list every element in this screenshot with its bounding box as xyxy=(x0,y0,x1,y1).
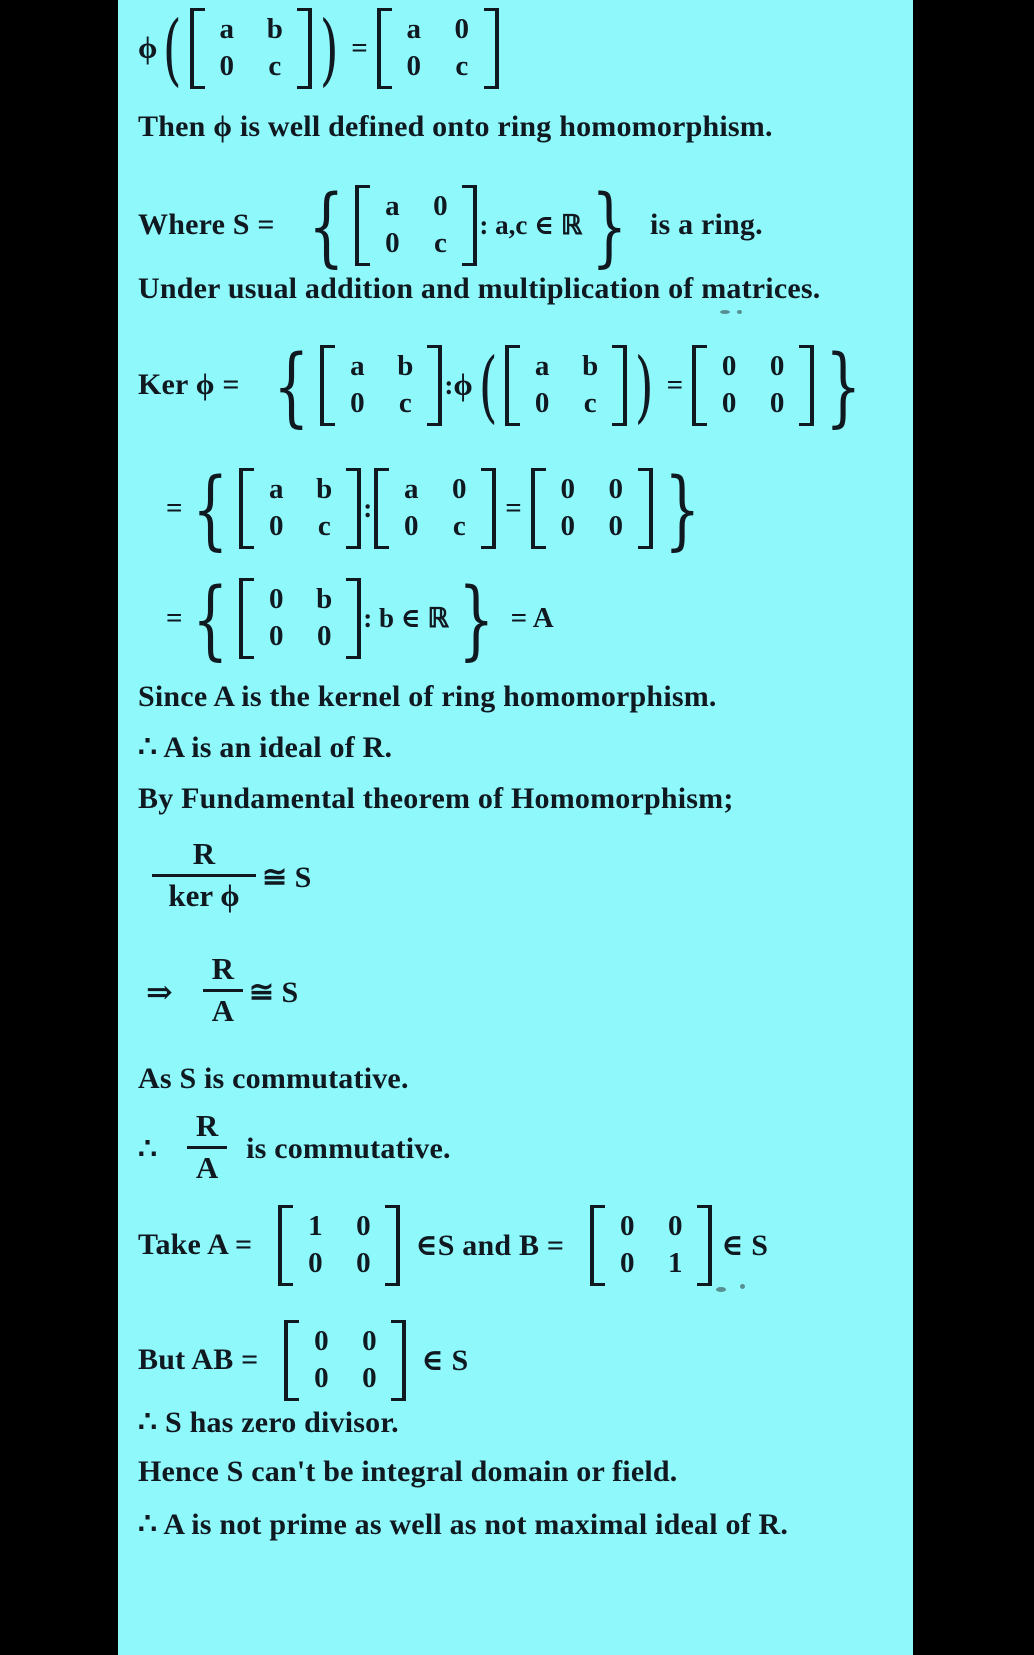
matrix-cell: b xyxy=(266,13,283,45)
matrix-cell: c xyxy=(433,227,447,260)
take-a-middle: ∈S and B = xyxy=(415,1228,565,1262)
matrix-cell: 0 xyxy=(721,387,737,420)
scan-speck xyxy=(737,310,742,314)
fraction-numerator: R xyxy=(192,836,216,871)
statement-under-usual: Under usual addition and multiplication of matrices. xyxy=(138,272,821,305)
statement-s-commutative: As S is commutative. xyxy=(138,1062,409,1095)
matrix-cell: 0 xyxy=(317,620,332,653)
equation-r-over-kerphi xyxy=(146,836,312,914)
phi-symbol: ϕ xyxy=(138,30,158,66)
matrix-cell: 0 xyxy=(667,1210,683,1242)
matrix-cell: 1 xyxy=(667,1247,683,1280)
but-ab-suffix: ∈ S xyxy=(421,1343,469,1377)
congruence-relation: ≅ S xyxy=(262,860,312,894)
matrix-cell: 0 xyxy=(560,510,576,543)
equation-r-over-a xyxy=(146,951,299,1029)
set-separator: : xyxy=(444,369,454,400)
fraction-r-kerphi xyxy=(152,838,256,912)
matrix-cell: a xyxy=(350,350,365,382)
scan-speck xyxy=(716,1287,726,1292)
kernel-result: = A xyxy=(510,601,554,634)
therefore-symbol: ∴ xyxy=(138,1132,158,1166)
scan-speck xyxy=(720,310,730,314)
matrix-cell: 0 xyxy=(406,50,422,83)
matrix-zero-2 xyxy=(531,468,653,549)
matrix-cell: 0 xyxy=(608,473,624,505)
equation-where-s: Where S = { a 0 0 c : a,c ∈ ℝ } is a ring. xyxy=(138,177,763,278)
equals-sign: = xyxy=(166,601,183,634)
matrix-cell: 0 xyxy=(452,473,467,505)
fraction-r-a xyxy=(187,1110,227,1184)
matrix-a00c-2 xyxy=(374,468,496,549)
fraction-r-a xyxy=(203,953,243,1027)
statement-since-a-kernel: Since A is the kernel of ring homomorphism. xyxy=(138,680,717,713)
matrix-cell: a xyxy=(385,190,400,222)
matrix-cell: 0 xyxy=(769,350,785,382)
matrix-cell: 0 xyxy=(314,1325,329,1357)
statement-a-is-ideal: ∴ A is an ideal of R. xyxy=(138,731,393,764)
matrix-cell: 0 xyxy=(721,350,737,382)
matrix-cell: 0 xyxy=(534,387,550,420)
fraction-denominator: A xyxy=(211,992,234,1028)
statement-fundamental-theorem: By Fundamental theorem of Homomorphism; xyxy=(138,782,734,815)
matrix-cell: 0 xyxy=(362,1362,377,1395)
equation-ker-step3: = { 0 b 0 0 : b ∈ ℝ } = A xyxy=(166,570,554,671)
matrix-cell: 0 xyxy=(769,387,785,420)
phi-symbol: ϕ xyxy=(453,367,473,403)
fraction-bar xyxy=(187,1146,227,1149)
matrix-cell: b xyxy=(316,473,333,505)
matrix-ab0c xyxy=(190,8,312,89)
notes-page xyxy=(118,0,913,1655)
matrix-cell: c xyxy=(452,510,466,543)
matrix-cell: a xyxy=(219,13,235,45)
matrix-cell: 0 xyxy=(608,510,624,543)
matrix-0b00 xyxy=(239,578,361,659)
matrix-a00c-set xyxy=(355,185,477,266)
letterbox-right xyxy=(913,0,1034,1655)
matrix-ab-zero xyxy=(284,1320,406,1401)
statement-hence-s: Hence S can't be integral domain or field. xyxy=(138,1455,678,1488)
but-ab-prefix: But AB = xyxy=(138,1343,259,1377)
matrix-cell: 1 xyxy=(308,1210,323,1242)
matrix-abc-1 xyxy=(320,345,442,426)
matrix-cell: b xyxy=(582,350,599,382)
set-condition: : a,c ∈ ℝ xyxy=(479,209,583,240)
implies-symbol: ⇒ xyxy=(146,974,173,1011)
matrix-cell: 0 xyxy=(308,1247,323,1280)
matrix-cell: 0 xyxy=(404,510,419,543)
statement-a-not-prime: ∴ A is not prime as well as not maximal ideal of R. xyxy=(138,1508,789,1541)
equation-take-a-b xyxy=(138,1205,768,1286)
congruence-relation: ≅ S xyxy=(248,975,299,1009)
equation-ra-commutative xyxy=(138,1108,451,1186)
matrix-cell: 0 xyxy=(385,227,400,260)
set-separator: : xyxy=(363,492,373,523)
fraction-denominator: A xyxy=(195,1149,219,1185)
statement-well-defined: Then ϕ is well defined onto ring homomorphism. xyxy=(138,110,773,143)
matrix-cell: 0 xyxy=(454,13,470,45)
matrix-cell: a xyxy=(269,473,284,505)
matrix-cell: 0 xyxy=(362,1325,377,1357)
matrix-cell: c xyxy=(455,50,469,83)
matrix-cell: 0 xyxy=(269,583,284,615)
where-s-suffix: is a ring. xyxy=(649,208,763,242)
matrix-cell: b xyxy=(397,350,414,382)
equation-ker-phi: Ker ϕ = { a b 0 c : ϕ ( a b 0 c ) = 0 0 0 0 } xyxy=(138,337,862,438)
matrix-zero-1 xyxy=(692,345,814,426)
set-condition: : b ∈ ℝ xyxy=(363,602,449,633)
matrix-abc-3 xyxy=(239,468,361,549)
matrix-cell: a xyxy=(406,13,422,45)
commutative-text: is commutative. xyxy=(246,1132,451,1166)
take-a-prefix: Take A = xyxy=(138,1228,253,1262)
equals-sign: = xyxy=(351,31,368,64)
matrix-cell: c xyxy=(317,510,331,543)
matrix-cell: 0 xyxy=(314,1362,329,1395)
fraction-numerator: R xyxy=(211,951,234,986)
fraction-bar xyxy=(203,989,243,992)
ker-phi-prefix: Ker ϕ = xyxy=(138,368,240,402)
matrix-cell: 0 xyxy=(356,1210,371,1242)
matrix-cell: 0 xyxy=(356,1247,371,1280)
where-s-prefix: Where S = xyxy=(138,208,275,242)
take-b-suffix: ∈ S xyxy=(721,1228,769,1262)
statement-zero-divisor: ∴ S has zero divisor. xyxy=(138,1406,399,1439)
matrix-cell: c xyxy=(268,50,282,83)
matrix-cell: 0 xyxy=(619,1210,635,1242)
equation-ker-step2: = { a b 0 c : a 0 0 c = 0 0 0 0 } xyxy=(166,460,701,561)
equation-phi-definition: ϕ ( a b 0 c ) = a 0 0 c xyxy=(138,8,501,89)
matrix-a-1000 xyxy=(278,1205,400,1286)
matrix-cell: 0 xyxy=(433,190,448,222)
scan-speck xyxy=(740,1284,745,1289)
equals-sign: = xyxy=(666,368,684,401)
matrix-cell: a xyxy=(534,350,550,382)
matrix-cell: 0 xyxy=(560,473,576,505)
matrix-cell: c xyxy=(398,387,412,420)
matrix-cell: 0 xyxy=(619,1247,635,1280)
matrix-cell: 0 xyxy=(269,510,284,543)
fraction-bar xyxy=(152,874,256,877)
matrix-abc-2 xyxy=(505,345,627,426)
equals-sign: = xyxy=(166,491,183,524)
matrix-b-0001 xyxy=(590,1205,712,1286)
fraction-numerator: R xyxy=(195,1108,219,1143)
matrix-cell: 0 xyxy=(269,620,284,653)
equation-but-ab xyxy=(138,1320,468,1401)
letterbox-left xyxy=(0,0,118,1655)
fraction-denominator: ker ϕ xyxy=(168,877,240,913)
matrix-cell: 0 xyxy=(219,50,235,83)
equals-sign: = xyxy=(505,491,522,524)
matrix-cell: c xyxy=(583,387,597,420)
matrix-cell: a xyxy=(404,473,419,505)
matrix-a00c xyxy=(377,8,499,89)
matrix-cell: b xyxy=(316,583,333,615)
matrix-cell: 0 xyxy=(350,387,365,420)
